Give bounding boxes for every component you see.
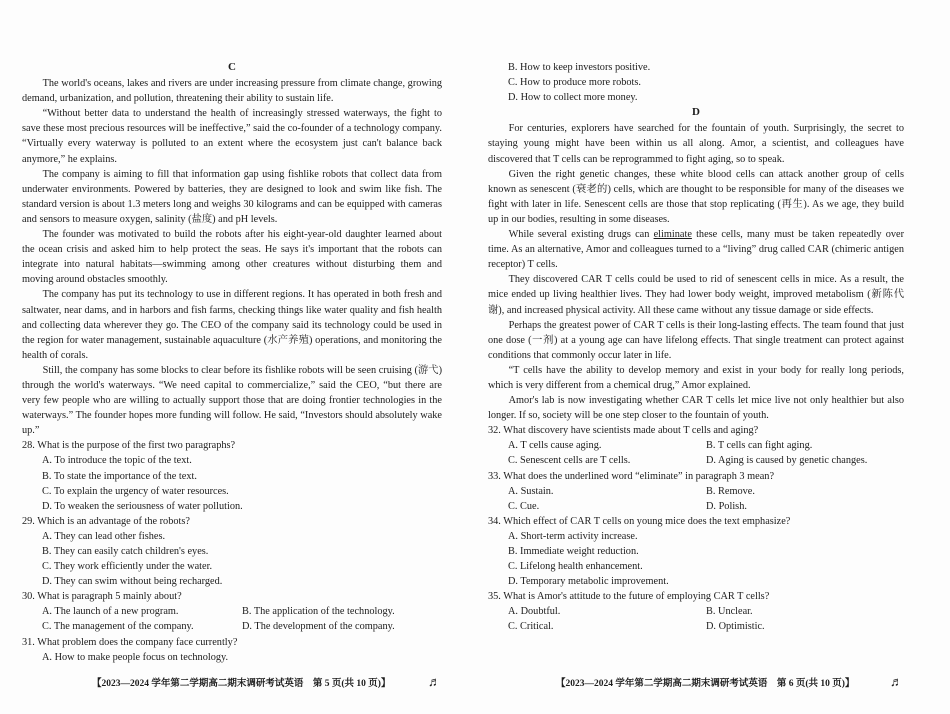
right-column: [488, 60, 904, 635]
passage-d-paragraph-2: Given the right genetic changes, these white blood cells can attack another group of cells known as senescent (衰老的) cells, which are thought to be responsible for many of the diseases we fight with later in life. Senescent cells are those that stop replicating (再生). As we age, they build up in our bodies, resulting in some diseases.: [488, 168, 904, 225]
passage-c-paragraph-4: The founder was motivated to build the robots after his eight-year-old daughter learned about the ocean crisis and asked him to help protect the seas. He says it's important that the robots can integrate into natural habitats—swimming among other creatures without disturbing them and moving around obstacles smoothly.: [22, 229, 442, 286]
option-31c: C. How to produce more robots.: [508, 77, 641, 89]
options-32-row-2: [488, 453, 904, 468]
left-column: [22, 60, 442, 665]
option-33b: B. Remove.: [706, 485, 755, 497]
question-33: 33. What does the underlined word “eliminate” in paragraph 3 mean?: [488, 470, 775, 482]
option-33d: D. Polish.: [706, 500, 747, 512]
question-31: 31. What problem does the company face currently?: [22, 636, 238, 648]
option-29b: B. They can easily catch children's eyes.: [42, 546, 209, 557]
option-29a: A. They can lead other fishes.: [42, 530, 166, 542]
passage-c-paragraph-3: The company is aiming to fill that information gap using fishlike robots that collect data from underwater environments. Powered by batteries, they are designed to look and swim like fish. The standard version is about 1.3 meters long and weighs 30 kilograms and can be equipped with cameras and sensors to measure oxygen, salinity (盐度) and pH levels.: [22, 168, 442, 225]
option-30d: D. The development of the company.: [242, 621, 395, 633]
option-34d: D. Temporary metabolic improvement.: [508, 576, 669, 588]
option-30a: A. The launch of a new program.: [42, 606, 179, 618]
option-29c: C. They work efficiently under the water.: [42, 561, 213, 573]
passage-d-paragraph-7: Amor's lab is now investigating whether CAR T cells let mice live not only healthier but also longer. If so, society will be one step closer to the fountain of youth.: [488, 395, 904, 422]
passage-c-paragraph-5: The company has put its technology to use in different regions. It has operated in both fresh and saltwater, near dams, and in harbors and fish farms, checking things like water quality and fish health and collecting data wherever they go. The CEO of the company said its technology could be used in the region for water management, sustainable aquaculture (水产养殖) operations, and monitoring the health of corals.: [22, 289, 442, 361]
question-29: 29. Which is an advantage of the robots?: [22, 515, 190, 527]
underlined-word-eliminate: eliminate: [653, 229, 692, 241]
question-30: 30. What is paragraph 5 mainly about?: [22, 591, 182, 603]
music-note-icon: ♬: [428, 674, 441, 689]
question-34: 34. Which effect of CAR T cells on young mice does the text emphasize?: [488, 515, 791, 527]
options-35-row-1: [488, 604, 904, 619]
option-28b: B. To state the importance of the text.: [42, 470, 197, 482]
options-32-row-1: [488, 438, 904, 453]
option-30b: B. The application of the technology.: [242, 606, 395, 618]
option-30c: C. The management of the company.: [42, 621, 194, 633]
options-30-row-2: [22, 619, 442, 634]
option-35b: B. Unclear.: [706, 606, 753, 618]
option-32b: B. T cells can fight aging.: [706, 440, 813, 452]
paragraph-3-start: While several existing drugs can: [508, 229, 654, 241]
page-footer-6: 【2023—2024 学年第二学期高二期末调研考试英语 第 6 页(共 10 页)】: [556, 679, 855, 689]
options-33-row-1: [488, 484, 904, 499]
option-33c: C. Cue.: [508, 500, 540, 512]
passage-c-paragraph-1: The world's oceans, lakes and rivers are under increasing pressure from climate change, growing demand, urbanization, and pollution, threatening their ability to sustain life.: [22, 78, 442, 105]
passage-d-paragraph-1: For centuries, explorers have searched for the fountain of youth. Surprisingly, the secret to staying young might have been within us all along. Amor, a scientist, and colleagues have discovered that T cells can be reprogrammed to fight aging, so to speak.: [488, 123, 904, 165]
question-32: 32. What discovery have scientists made about T cells and aging?: [488, 425, 759, 437]
option-34c: C. Lifelong health enhancement.: [508, 561, 643, 573]
options-33-row-2: [488, 499, 904, 514]
option-35a: A. Doubtful.: [508, 606, 561, 618]
option-34b: B. Immediate weight reduction.: [508, 546, 639, 557]
option-31d: D. How to collect more money.: [508, 92, 638, 104]
option-31a: A. How to make people focus on technology.: [42, 651, 229, 663]
question-35: 35. What is Amor's attitude to the future of employing CAR T cells?: [488, 591, 770, 603]
passage-c-paragraph-6: Still, the company has some blocks to clear before its fishlike robots will be seen cruising (游弋) through the world's waterways. “We need capital to commercialize,” said the CEO, “but there are very few people who are willing to actually support those that are doing frontier technologies in the waterways.” The founder hopes more funding will follow. He said, “Investors should absolutely wake up.”: [22, 364, 442, 437]
music-note-icon-right: ♬: [890, 674, 903, 689]
paragraph-3-end: these cells, many must be taken repeatedly over time. As an alternative, Amor and colleagues turned to a “living” drug called CAR (chimeric antigen receptor) T cells.: [488, 229, 904, 271]
question-28: 28. What is the purpose of the first two paragraphs?: [22, 440, 236, 452]
options-30-row-1: [22, 604, 442, 619]
section-title-c: C: [228, 61, 236, 73]
option-32a: A. T cells cause aging.: [508, 440, 602, 452]
option-28a: A. To introduce the topic of the text.: [42, 455, 192, 467]
option-31b: B. How to keep investors positive.: [508, 62, 651, 73]
options-35-row-2: [488, 619, 904, 634]
passage-c-paragraph-2: “Without better data to understand the health of increasingly stressed waterways, the fight to save these most precious resources will be ineffective,” said the co-founder of a technology company. “Virtually every waterway is polluted to an extent where the ecosystem just can't balance back anymore,” he explains.: [22, 108, 442, 165]
passage-d-paragraph-5: Perhaps the greatest power of CAR T cells is their long-lasting effects. The team found that just one dose (一剂) at a young age can have lifelong effects. That single treatment can protect against conditions that commonly occur later in life.: [488, 319, 904, 361]
option-35c: C. Critical.: [508, 621, 554, 633]
page-footer-5: 【2023—2024 学年第二学期高二期末调研考试英语 第 5 页(共 10 页)】: [92, 679, 391, 689]
section-title-d: D: [692, 106, 700, 119]
option-32c: C. Senescent cells are T cells.: [508, 455, 631, 467]
option-34a: A. Short-term activity increase.: [508, 530, 638, 542]
option-33a: A. Sustain.: [508, 485, 554, 497]
option-35d: D. Optimistic.: [706, 621, 765, 633]
option-28c: C. To explain the urgency of water resources.: [42, 485, 229, 497]
option-29d: D. They can swim without being recharged.: [42, 576, 223, 588]
option-28d: D. To weaken the seriousness of water pollution.: [42, 500, 243, 512]
passage-d-paragraph-4: They discovered CAR T cells could be used to rid of senescent cells in mice. As a result, the mice ended up living healthier lives. They had lower body weight, improved metabolism (新陈代谢), and increased physical activity. All these came without any tissue damage or side effects.: [488, 274, 904, 316]
passage-d-paragraph-3: [488, 227, 904, 272]
option-32d: D. Aging is caused by genetic changes.: [706, 455, 868, 467]
passage-d-paragraph-6: “T cells have the ability to develop memory and exist in your body for really long periods, which is very different from a chemical drug,” Amor explained.: [488, 364, 904, 391]
